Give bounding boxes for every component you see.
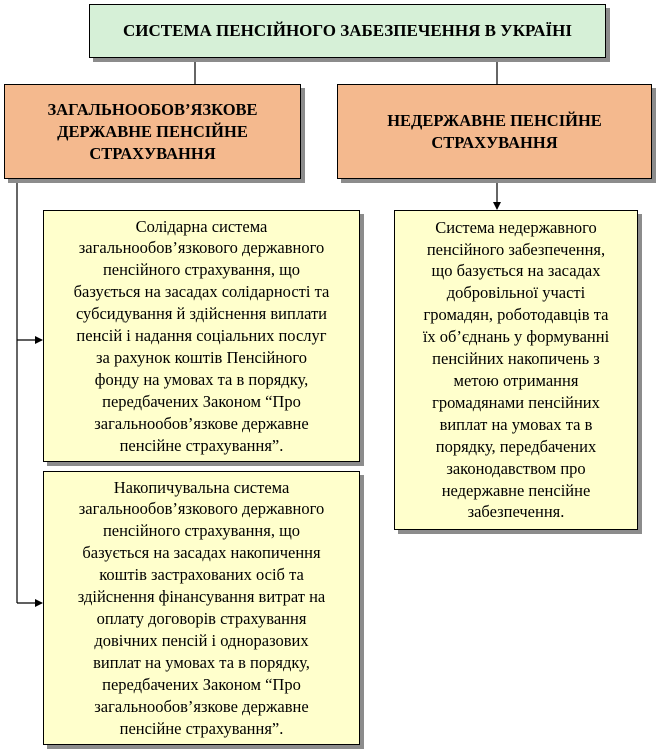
nonstate-line: що базується на засадах xyxy=(431,261,601,281)
nonstate-line: недержавне пенсійне xyxy=(441,480,591,500)
nonstate-line: громадянами пенсійних xyxy=(432,392,600,412)
solidarity-line: пенсійного страхування, що xyxy=(102,260,301,280)
diagram-title-text: СИСТЕМА ПЕНСІЙНОГО ЗАБЕЗПЕЧЕННЯ В УКРАЇНІ xyxy=(123,21,572,40)
nonstate-insurance-box xyxy=(337,84,652,179)
nonstate-heading-line: СТРАХУВАННЯ xyxy=(431,132,558,152)
solidarity-line: Солідарна система xyxy=(135,216,268,236)
nonstate-line: пенсійного забезпечення, xyxy=(426,239,606,259)
nonstate-line: порядку, передбачених xyxy=(435,436,597,456)
solidarity-line: субсидування й здійснення виплати xyxy=(75,304,328,324)
mandatory-heading-line: ДЕРЖАВНЕ ПЕНСІЙНЕ xyxy=(57,121,248,141)
solidarity-line: фонду на умовах та в порядку, xyxy=(94,369,309,389)
mandatory-state-insurance-box xyxy=(4,84,301,179)
solidarity-line: пенсійне страхування”. xyxy=(119,435,284,455)
accumulative-line: загальнообов’язкове державне xyxy=(94,696,309,716)
nonstate-line: їх об’єднань у формуванні xyxy=(422,327,610,347)
solidarity-line: базується на засадах солідарності та xyxy=(73,282,330,302)
mandatory-heading-line: ЗАГАЛЬНООБОВ’ЯЗКОВЕ xyxy=(47,99,258,119)
accumulative-line: здійснення фінансування витрат на xyxy=(77,587,326,607)
nonstate-line: забезпечення. xyxy=(467,502,565,522)
mandatory-heading-line: СТРАХУВАННЯ xyxy=(89,143,216,163)
accumulative-line: передбачених Законом “Про xyxy=(102,674,301,694)
solidarity-line: пенсій і надання соціальних послуг xyxy=(76,326,327,346)
nonstate-line: добровільної участі xyxy=(446,283,586,303)
nonstate-line: виплат на умовах та в xyxy=(439,414,593,434)
accumulative-line: оплату договорів страхування xyxy=(96,609,307,628)
diagram-title xyxy=(89,4,606,58)
accumulative-line: пенсійного страхування, що xyxy=(102,521,301,541)
nonstate-line: метою отримання xyxy=(453,371,579,390)
accumulative-line: базується на засадах накопичення xyxy=(82,543,321,563)
nonstate-heading-line: НЕДЕРЖАВНЕ ПЕНСІЙНЕ xyxy=(387,110,602,130)
accumulative-line: довічних пенсій і одноразових xyxy=(94,630,309,650)
solidarity-system-box xyxy=(43,210,360,462)
solidarity-line: за рахунок коштів Пенсійного xyxy=(96,347,307,367)
accumulative-system-box xyxy=(43,471,360,745)
accumulative-line: Накопичувальна система xyxy=(113,477,290,497)
accumulative-line: виплат на умовах та в порядку, xyxy=(93,652,310,672)
accumulative-line: загальнообов’язкового державного xyxy=(78,499,325,519)
solidarity-line: загальнообов’язкове державне xyxy=(94,413,309,433)
nonstate-line: громадян, роботодавців та xyxy=(423,305,609,325)
solidarity-line: передбачених Законом “Про xyxy=(102,391,301,411)
nonstate-line: пенсійних накопичень з xyxy=(432,349,600,369)
nonstate-system-box xyxy=(394,210,638,530)
nonstate-line: Система недержавного xyxy=(435,217,597,237)
solidarity-line: загальнообов’язкового державного xyxy=(78,238,325,258)
accumulative-line: коштів застрахованих осіб та xyxy=(99,565,304,585)
accumulative-line: пенсійне страхування”. xyxy=(119,718,284,738)
nonstate-line: законодавством про xyxy=(446,458,586,478)
